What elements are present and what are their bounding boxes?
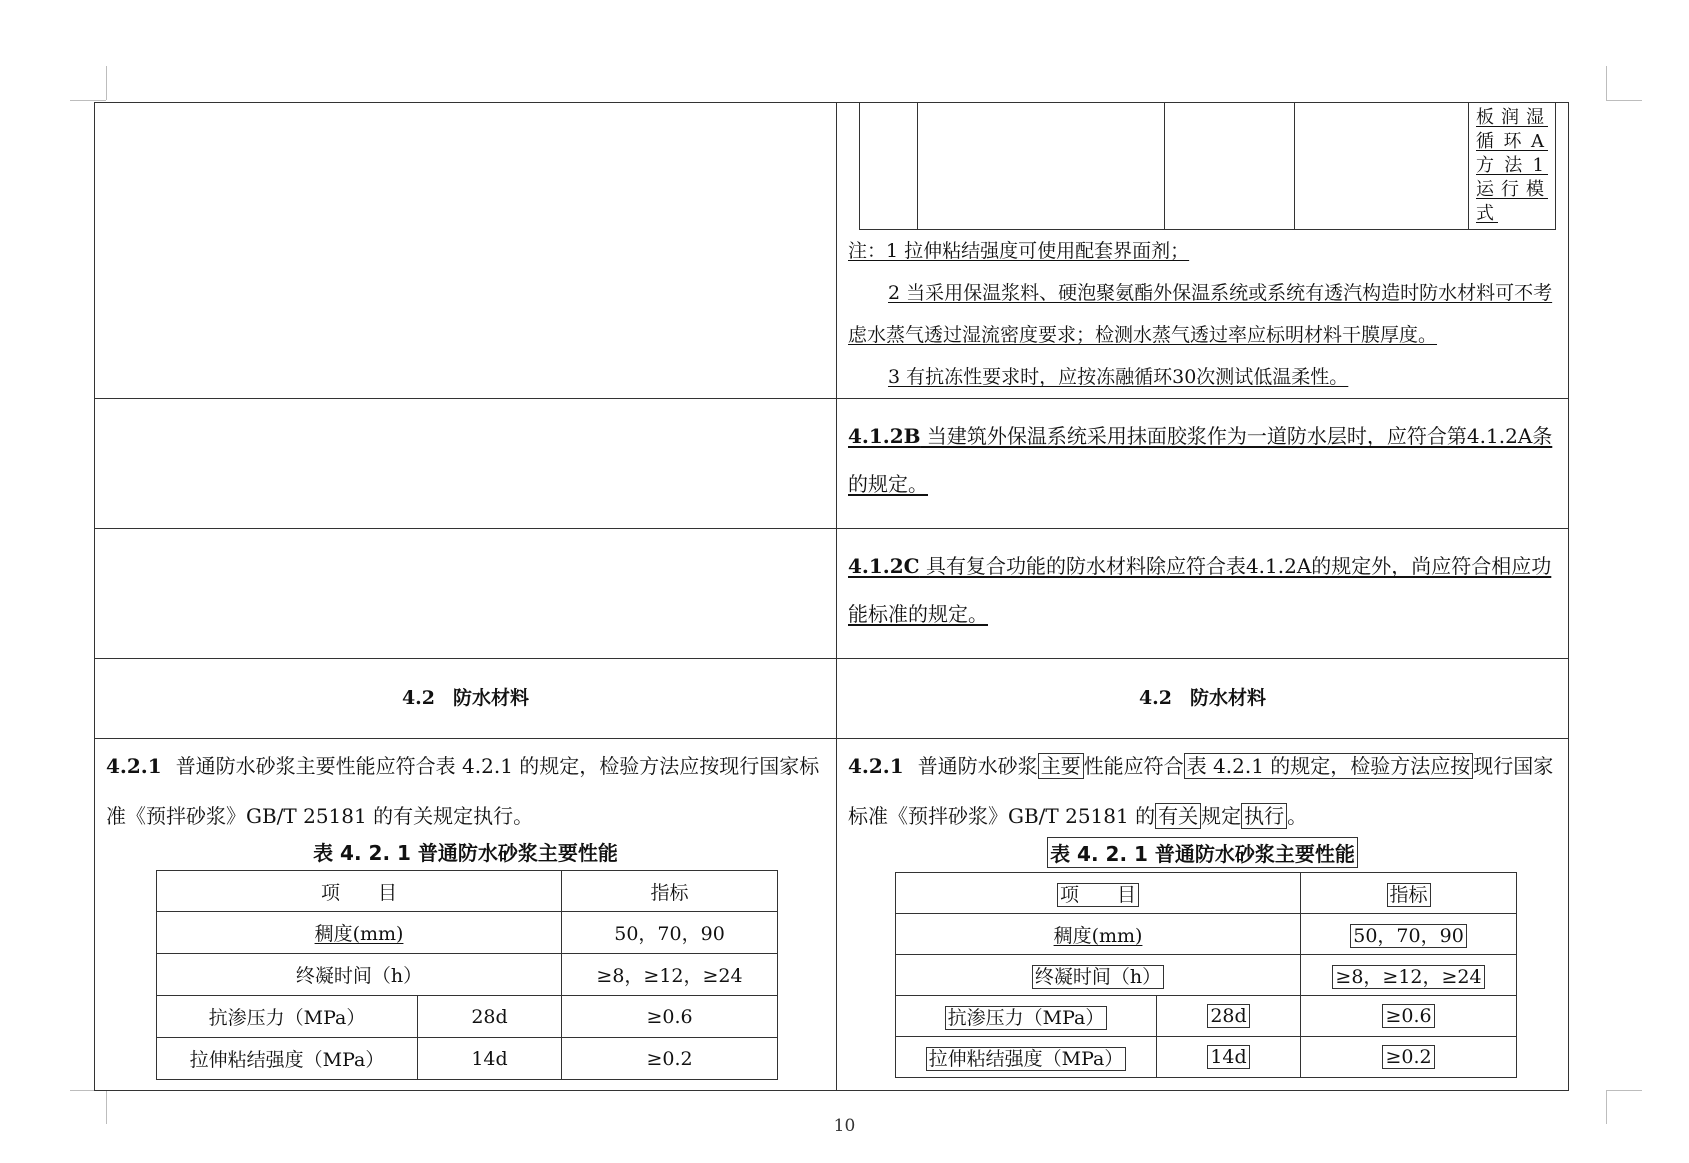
right-cell-clause-412b — [837, 399, 1569, 529]
value-cell: ≥0.6 — [1301, 996, 1517, 1037]
table-row — [157, 1038, 778, 1080]
table-row — [95, 739, 1569, 1091]
header-item: 项 目 — [157, 871, 562, 912]
table-title: 表 4. 2. 1 普通防水砂浆主要性能 — [1047, 837, 1358, 868]
header-value: 指标 — [1301, 873, 1517, 914]
item-cell: 稠度(mm) — [896, 914, 1301, 955]
left-cell-empty — [95, 103, 837, 399]
left-cell-clause-421 — [95, 739, 837, 1091]
right-cell-clause-421 — [837, 739, 1569, 1091]
clause-number: 4.1.2C — [848, 554, 920, 578]
value-cell: ≥8，≥12，≥24 — [1301, 955, 1517, 996]
crop-mark — [106, 66, 107, 100]
value-cell: ≥8，≥12，≥24 — [562, 954, 778, 996]
performance-table-revised — [895, 872, 1517, 1078]
clause-421-text: 4.2.1 普通防水砂浆主要性能应符合表 4.2.1 的规定，检验方法应按现行国家标准《预拌砂浆》GB/T 25181 的有关规定执行。 — [106, 754, 820, 828]
table-row — [896, 914, 1517, 955]
performance-table — [156, 870, 778, 1080]
right-cell-notes — [837, 103, 1569, 399]
table-row — [95, 399, 1569, 529]
item-cell: 拉伸粘结强度（MPa） — [157, 1038, 418, 1080]
section-title: 防水材料 — [1190, 687, 1267, 709]
item-cell: 终凝时间（h） — [896, 955, 1301, 996]
table-row — [157, 996, 778, 1038]
fragment-cell — [918, 103, 1165, 230]
right-section-heading — [837, 659, 1569, 739]
vertical-method-text: 板润湿循环A方法1运行模式 — [1476, 107, 1548, 224]
crop-mark — [1606, 66, 1607, 100]
table-row — [157, 871, 778, 912]
fragment-cell-text — [1469, 103, 1556, 230]
page-number: 10 — [833, 1116, 856, 1136]
value-cell: 50，70，90 — [562, 912, 778, 954]
table-row — [95, 529, 1569, 659]
crop-mark — [70, 100, 106, 101]
value-cell: 50，70，90 — [1301, 914, 1517, 955]
note-1: 注：1 拉伸粘结强度可使用配套界面剂； — [848, 240, 1190, 262]
item-cell: 稠度(mm) — [157, 912, 562, 954]
sub-cell: 28d — [418, 996, 562, 1038]
note-2: 2 当采用保温浆料、硬泡聚氨酯外保温系统或系统有透汽构造时防水材料可不考虑水蒸气透过湿流密度要求；检测水蒸气透过率应标明材料干膜厚度。 — [848, 282, 1553, 346]
clause-412b: 4.1.2B 当建筑外保温系统采用抹面胶浆作为一道防水层时，应符合第4.1.2A条的规定。 — [848, 424, 1553, 496]
header-item: 项 目 — [896, 873, 1301, 914]
crop-mark — [1606, 100, 1642, 101]
header-value: 指标 — [562, 871, 778, 912]
sub-cell: 28d — [1157, 996, 1301, 1037]
crop-mark — [1606, 1090, 1642, 1091]
left-section-heading — [95, 659, 837, 739]
sub-cell: 14d — [1157, 1037, 1301, 1078]
table-row — [896, 996, 1517, 1037]
clause-421-text-revised: 4.2.1 普通防水砂浆 主要 性能应符合 表 4.2.1 的规定，检验方法应按 现行国家标准《预拌砂浆》GB/T 25181 的 有关 规定 执行 。 — [848, 754, 1554, 828]
clause-number: 4.1.2B — [848, 424, 921, 448]
table-row — [95, 659, 1569, 739]
comparison-table — [94, 102, 1569, 1091]
fragment-cell — [1295, 103, 1469, 230]
continued-table-fragment — [859, 103, 1556, 230]
table-row — [157, 954, 778, 996]
left-cell-empty — [95, 529, 837, 659]
clause-412c: 4.1.2C 具有复合功能的防水材料除应符合表4.1.2A的规定外，尚应符合相应功能标准的规定。 — [848, 554, 1552, 626]
table-row — [157, 912, 778, 954]
table-title: 表 4. 2. 1 普通防水砂浆主要性能 — [313, 841, 618, 865]
item-cell: 终凝时间（h） — [157, 954, 562, 996]
value-cell: ≥0.2 — [562, 1038, 778, 1080]
section-title: 防水材料 — [453, 687, 530, 709]
sub-cell: 14d — [418, 1038, 562, 1080]
note-3: 3 有抗冻性要求时，应按冻融循环30次测试低温柔性。 — [888, 366, 1349, 388]
fragment-cell — [1165, 103, 1295, 230]
table-row — [896, 1037, 1517, 1078]
table-row — [896, 955, 1517, 996]
section-number: 4.2 — [1138, 687, 1173, 709]
value-cell: ≥0.6 — [562, 996, 778, 1038]
item-cell: 拉伸粘结强度（MPa） — [896, 1037, 1157, 1078]
fragment-cell — [860, 103, 918, 230]
right-cell-clause-412c — [837, 529, 1569, 659]
table-row — [95, 103, 1569, 399]
value-cell: ≥0.2 — [1301, 1037, 1517, 1078]
section-number: 4.2 — [401, 687, 436, 709]
item-cell: 抗渗压力（MPa） — [157, 996, 418, 1038]
table-row — [896, 873, 1517, 914]
left-cell-empty — [95, 399, 837, 529]
item-cell: 抗渗压力（MPa） — [896, 996, 1157, 1037]
